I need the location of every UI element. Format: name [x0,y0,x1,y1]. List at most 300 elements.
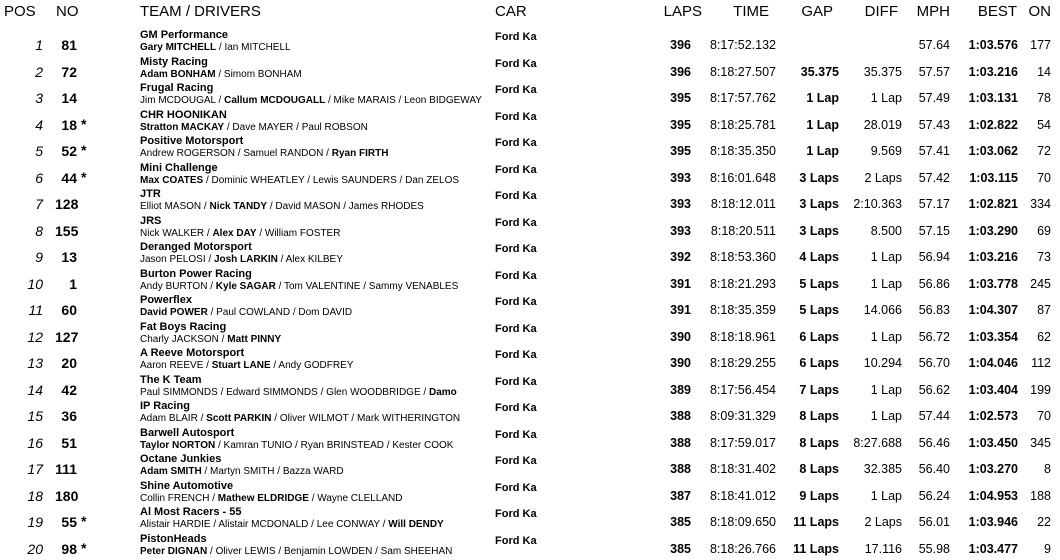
total-time: 8:18:29.255 [709,356,776,370]
best-on-lap: 22 [1037,515,1051,529]
driver-name: Andy BURTON [140,280,208,292]
team-name: IP Racing [140,400,190,412]
driver-name: Stuart LANE [211,360,271,371]
position: 13 [27,355,43,371]
driver-name: Max COATES [140,174,204,186]
header-laps: LAPS [663,3,702,20]
team-name: Misty Racing [140,55,208,68]
table-row [0,134,1060,161]
car-number: 36 [61,408,77,424]
driver-separator: / [372,545,381,557]
driver-name: Sam SHEEHAN [380,545,453,557]
gap-value: 1 Lap [806,91,839,105]
mph-value: 57.43 [918,117,950,132]
total-time: 8:09:31.329 [709,409,776,423]
position: 12 [27,328,43,345]
diff-value: 35.375 [863,64,902,79]
header-no: NO [56,3,79,20]
car-number: 18 [61,116,77,133]
header-best: BEST [977,3,1017,20]
driver-name: Jason PELOSI [140,254,206,265]
gap-value: 8 Laps [799,435,839,450]
total-time: 8:18:53.360 [709,250,776,264]
best-on-lap: 8 [1044,462,1051,476]
total-time: 8:18:09.650 [709,515,776,529]
best-on-lap: 334 [1030,197,1051,211]
diff-value: 2 Laps [864,170,902,185]
header-time: TIME [733,3,769,20]
driver-separator: / [210,519,219,530]
total-time: 8:18:21.293 [709,276,776,291]
position: 14 [27,381,43,398]
driver-separator: / [383,439,393,451]
best-lap: 1:03.115 [969,170,1018,185]
star-marker: * [81,142,87,158]
laps-count: 388 [670,462,691,476]
team-name: A Reeve Motorsport [140,347,245,359]
gap-value: 1 Lap [806,117,839,132]
mph-value: 56.01 [918,515,950,529]
best-on-lap: 70 [1037,170,1051,185]
best-lap: 1:03.477 [968,541,1018,556]
driver-name: Tom VALENTINE [283,280,361,292]
table-row [0,161,1060,188]
car-model: Ford Ka [495,84,537,96]
laps-count: 395 [670,117,691,132]
driver-name: Alex DAY [212,227,257,239]
car-number: 127 [55,328,79,345]
car-number: 55 [61,514,77,530]
driver-separator: / [348,413,357,424]
total-time: 8:18:31.402 [709,462,776,476]
mph-value: 56.86 [918,276,950,291]
star-marker: * [81,513,87,529]
best-on-lap: 54 [1037,117,1051,132]
best-lap: 1:03.062 [968,144,1018,158]
driver-separator: / [235,148,244,159]
total-time: 8:17:57.762 [709,91,776,105]
best-lap: 1:03.290 [968,223,1018,238]
best-lap: 1:02.822 [968,117,1018,132]
team-name: Al Most Racers - 55 [140,506,242,518]
diff-value: 2 Laps [864,515,902,529]
position: 6 [35,169,43,186]
position: 10 [27,275,43,292]
best-on-lap: 62 [1037,329,1051,344]
driver-name: Simom BONHAM [223,68,302,80]
driver-separator: / [290,307,299,318]
car-number: 98 [61,540,77,557]
table-row [0,81,1060,108]
team-name: Deranged Motorsport [140,241,252,253]
mph-value: 57.41 [918,144,950,158]
driver-name: Paul ROBSON [301,121,368,133]
best-on-lap: 87 [1037,303,1051,317]
position: 7 [35,196,43,212]
diff-value: 10.294 [863,356,902,370]
team-name: Burton Power Racing [140,267,252,280]
driver-separator: / [216,42,225,53]
team-name: Shine Automotive [140,479,234,492]
best-lap: 1:03.216 [968,250,1018,264]
best-on-lap: 199 [1030,382,1051,397]
laps-count: 393 [670,197,691,211]
mph-value: 56.70 [918,356,950,370]
gap-value: 11 Laps [793,541,839,556]
diff-value: 1 Lap [870,488,902,503]
driver-name: David POWER [140,307,208,318]
position: 17 [27,461,43,477]
driver-name: Glen WOODBRIDGE [326,386,421,398]
driver-name: Adam BLAIR [140,413,198,424]
position: 9 [35,249,43,265]
table-row [0,267,1060,294]
team-name: CHR HOONIKAN [140,108,227,121]
diff-value: 17.116 [864,541,902,556]
position: 15 [27,408,43,424]
best-lap: 1:03.778 [968,276,1018,291]
table-row [0,108,1060,135]
table-row [0,426,1060,453]
driver-name: James RHODES [348,201,424,212]
table-row [0,293,1060,320]
team-name: The K Team [140,373,202,386]
drivers-list [140,466,344,478]
best-on-lap: 14 [1037,64,1051,79]
gap-value: 5 Laps [799,303,839,317]
driver-name: Oliver WILMOT [279,413,349,424]
position: 20 [27,540,43,557]
driver-name: Josh LARKIN [213,254,278,265]
driver-separator: / [275,545,284,557]
table-row [0,505,1060,532]
mph-value: 55.98 [918,541,950,556]
laps-count: 391 [670,276,691,291]
driver-name: Peter DIGNAN [140,545,208,557]
team-name: Barwell Autosport [140,426,235,439]
total-time: 8:17:59.017 [709,435,776,450]
table-row [0,214,1060,241]
driver-name: Nick TANDY [209,201,268,212]
diff-value: 8.500 [870,223,902,238]
driver-name: Adam SMITH [140,466,202,477]
header-pos: POS [4,3,36,20]
best-lap: 1:02.573 [968,409,1018,423]
laps-count: 395 [670,91,691,105]
position: 8 [35,222,43,239]
driver-name: Lee CONWAY [316,519,380,530]
driver-name: Jim MCDOUGAL [140,95,216,106]
driver-name: Adam BONHAM [140,68,216,80]
header-gap: GAP [801,3,833,20]
laps-count: 390 [670,356,691,370]
car-number: 52 [61,143,77,159]
best-on-lap: 245 [1030,276,1051,291]
driver-separator: / [207,307,217,318]
team-name: JTR [140,188,161,200]
driver-name: William FOSTER [264,227,341,239]
driver-name: Ryan BRINSTEAD [300,439,384,451]
best-on-lap: 9 [1044,541,1051,556]
table-row [0,28,1060,55]
drivers-list [140,546,452,558]
drivers-list [140,334,281,346]
car-number: 42 [61,381,77,398]
car-number: 13 [61,249,77,265]
driver-name: Sammy VENABLES [368,280,459,292]
mph-value: 57.44 [918,409,950,423]
car-model: Ford Ka [495,455,537,467]
driver-name: Ian MITCHELL [224,42,291,53]
driver-name: Edward SIMMONDS [226,386,318,398]
driver-separator: / [275,280,284,292]
car-model: Ford Ka [495,216,537,229]
mph-value: 57.17 [918,197,950,211]
best-on-lap: 188 [1030,488,1051,503]
car-number: 1 [69,275,77,292]
car-model: Ford Ka [495,349,537,361]
table-row [0,240,1060,267]
laps-count: 385 [670,515,691,529]
header-car: CAR [495,3,527,20]
best-on-lap: 177 [1030,38,1051,52]
team-name: Fat Boys Racing [140,320,227,333]
car-number: 111 [55,461,77,477]
driver-name: Will DENDY [388,519,444,530]
total-time: 8:16:01.648 [709,170,776,185]
driver-name: Dave MAYER [232,121,294,133]
drivers-list [140,440,453,452]
driver-name: Ryan FIRTH [331,148,389,159]
position: 5 [35,143,43,159]
table-row [0,532,1060,559]
position: 1 [35,37,43,53]
position: 11 [28,302,43,318]
best-on-lap: 78 [1037,91,1051,105]
driver-name: Kamran TUNIO [223,439,293,451]
team-name: Frugal Racing [140,82,214,94]
best-lap: 1:04.307 [968,303,1018,317]
gap-value: 35.375 [800,64,839,79]
driver-separator: / [293,121,302,133]
diff-value: 1 Lap [870,382,902,397]
mph-value: 56.24 [918,488,950,503]
driver-separator: / [308,492,318,504]
driver-name: Lewis SAUNDERS [312,174,397,186]
mph-value: 57.64 [918,38,950,52]
gap-value: 3 Laps [799,170,839,185]
driver-separator: / [340,201,349,212]
driver-separator: / [270,360,279,371]
driver-separator: / [317,386,327,398]
car-number: 44 [61,169,77,186]
laps-count: 389 [670,382,691,397]
driver-name: Oliver LEWIS [215,545,276,557]
driver-name: Elliot MASON [140,201,202,212]
total-time: 8:18:25.781 [709,117,776,132]
drivers-list [140,360,353,372]
car-model: Ford Ka [495,163,537,176]
driver-name: Scott PARKIN [206,413,272,424]
header-mph: MPH [916,3,950,20]
total-time: 8:17:56.454 [709,382,776,397]
driver-name: Alistair HARDIE [140,519,211,530]
driver-name: Mike MARAIS [333,95,396,106]
best-on-lap: 73 [1037,250,1051,264]
diff-value: 32.385 [863,462,902,476]
driver-separator: / [215,95,225,106]
driver-separator: / [267,201,276,212]
mph-value: 56.72 [918,329,950,344]
best-on-lap: 345 [1030,435,1051,450]
table-row [0,479,1060,506]
car-number: 180 [55,487,79,504]
gap-value: 1 Lap [806,144,839,158]
laps-count: 393 [670,223,691,238]
header-team: TEAM / DRIVERS [140,3,261,20]
driver-separator: / [224,121,233,133]
driver-separator: / [379,519,389,530]
total-time: 8:18:35.350 [709,144,776,158]
driver-separator: / [217,386,227,398]
best-lap: 1:04.953 [968,488,1018,503]
driver-name: Gary MITCHELL [140,42,217,53]
driver-name: Taylor NORTON [140,439,216,451]
driver-separator: / [396,174,406,186]
driver-separator: / [360,280,369,292]
best-lap: 1:03.576 [968,38,1018,52]
position: 3 [35,90,43,106]
driver-separator: / [203,174,212,186]
best-lap: 1:03.450 [968,435,1018,450]
laps-count: 396 [670,38,691,52]
drivers-list [140,228,340,240]
car-model: Ford Ka [495,137,537,149]
gap-value: 6 Laps [799,329,839,344]
driver-name: Dan ZELOS [405,174,460,186]
driver-separator: / [218,333,228,345]
gap-value: 6 Laps [799,356,839,370]
driver-name: Collin FRENCH [140,492,210,504]
table-row [0,452,1060,479]
driver-name: Mathew ELDRIDGE [217,492,309,504]
car-model: Ford Ka [495,243,537,255]
team-name: PistonHeads [140,532,207,545]
diff-value: 14.066 [863,303,902,317]
mph-value: 57.57 [918,64,950,79]
drivers-list [140,175,459,187]
mph-value: 56.83 [918,303,950,317]
driver-name: Paul COWLAND [216,307,291,318]
team-name: Positive Motorsport [140,135,244,147]
mph-value: 56.94 [918,250,950,264]
laps-count: 385 [670,541,691,556]
drivers-list [140,387,457,399]
best-lap: 1:03.216 [968,64,1018,79]
car-model: Ford Ka [495,508,537,520]
car-number: 20 [61,355,77,371]
car-model: Ford Ka [495,534,537,547]
best-on-lap: 72 [1037,144,1051,158]
position: 2 [35,63,43,80]
driver-name: Paul SIMMONDS [140,386,218,398]
star-marker: * [81,115,87,132]
car-model: Ford Ka [495,481,537,494]
drivers-list [140,69,302,81]
drivers-list [140,307,352,319]
diff-value: 2:10.363 [853,197,902,211]
drivers-list [140,95,482,107]
driver-separator: / [197,413,207,424]
diff-value: 1 Lap [870,250,902,264]
driver-name: Mark WITHERINGTON [356,413,461,424]
driver-separator: / [292,439,301,451]
car-model: Ford Ka [495,269,537,282]
gap-value: 8 Laps [799,462,839,476]
position: 19 [27,514,43,530]
gap-value: 9 Laps [799,488,839,503]
car-model: Ford Ka [495,375,537,388]
position: 4 [35,116,43,133]
drivers-list [140,42,291,54]
car-model: Ford Ka [495,402,537,414]
table-row [0,55,1060,82]
driver-name: Bazza WARD [282,466,344,477]
car-model: Ford Ka [495,296,537,308]
driver-name: Stratton MACKAY [140,121,225,133]
best-lap: 1:03.270 [968,462,1018,476]
driver-separator: / [277,254,286,265]
car-model: Ford Ka [495,31,537,43]
mph-value: 56.46 [918,435,950,450]
team-name: Octane Junkies [140,453,222,465]
total-time: 8:18:26.766 [709,541,776,556]
drivers-list [140,493,403,505]
table-row [0,346,1060,373]
driver-name: Samuel RANDON [243,148,324,159]
best-lap: 1:04.046 [968,356,1018,370]
driver-name: Benjamin LOWDEN [283,545,373,557]
gap-value: 11 Laps [793,515,839,529]
drivers-list [140,519,444,531]
diff-value: 9.569 [870,144,902,158]
mph-value: 57.42 [918,170,950,185]
team-name: GM Performance [140,29,229,41]
driver-name: Damo [428,386,457,398]
driver-name: Kester COOK [392,439,454,451]
gap-value: 4 Laps [799,250,839,264]
diff-value: 1 Lap [870,276,902,291]
star-marker: * [81,168,87,185]
car-model: Ford Ka [495,57,537,70]
best-lap: 1:03.946 [968,515,1018,529]
driver-name: Kyle SAGAR [215,280,276,292]
team-name: Mini Challenge [140,161,218,174]
laps-count: 390 [670,329,691,344]
position: 16 [27,434,43,451]
header-diff: DIFF [864,3,898,20]
car-model: Ford Ka [495,190,537,202]
laps-count: 395 [670,144,691,158]
drivers-list [140,281,458,293]
best-lap: 1:03.131 [968,91,1018,105]
laps-count: 396 [670,64,691,79]
total-time: 8:17:52.132 [709,38,776,52]
laps-count: 393 [670,170,691,185]
driver-name: Alex KILBEY [285,254,343,265]
car-number: 14 [61,90,77,106]
driver-separator: / [420,386,429,398]
